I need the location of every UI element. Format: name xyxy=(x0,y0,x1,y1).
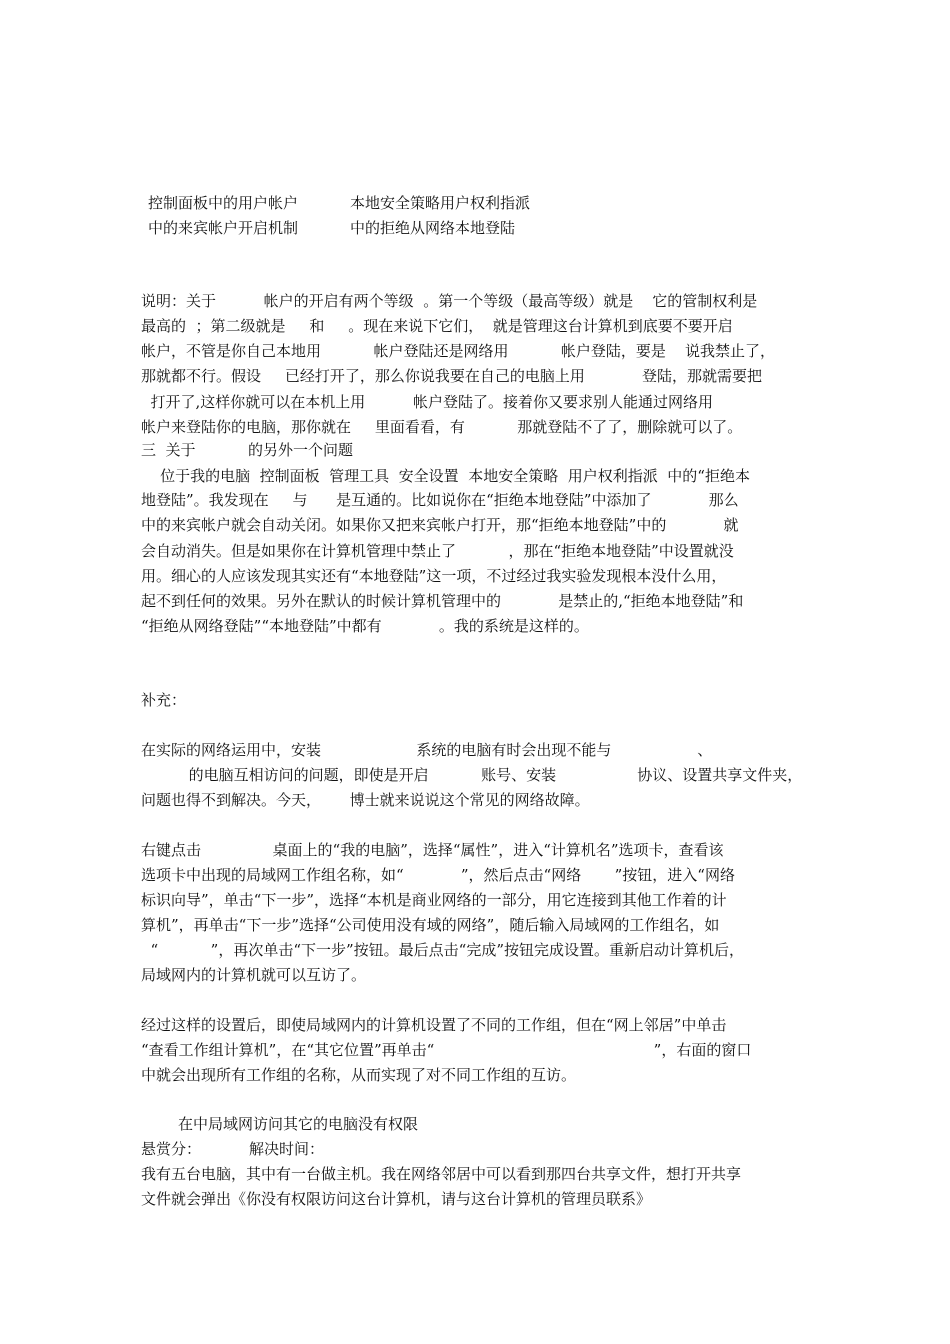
text-line: 在实际的网络运用中，安装 系统的电脑有时会出现不能与 、 xyxy=(141,741,713,759)
text-line: 文件就会弹出《你没有权限访问这台计算机，请与这台计算机的管理员联系》 xyxy=(141,1190,652,1208)
text-line: 算机”，再单击“下一步”选择“公司使用没有域的网络”，随后输入局域网的工作组名，如 xyxy=(141,916,720,934)
text-line: 局域网内的计算机就可以互访了。 xyxy=(141,966,367,984)
text-line: “拒绝从网络登陆”“本地登陆”中都有 。我的系统是这样的。 xyxy=(141,617,589,635)
text-line: 我有五台电脑，其中有一台做主机。我在网络邻居中可以看到那四台共享文件，想打开共享 xyxy=(141,1165,742,1183)
header-col1-line2: 中的来宾帐户开启机制 xyxy=(148,219,299,237)
text-line: 地登陆”。我发现在 与 是互通的。比如说你在“拒绝本地登陆”中添加了 那么 xyxy=(141,491,739,509)
header-col2-line2: 中的拒绝从网络本地登陆 xyxy=(350,219,516,237)
section-heading: 三 关于 的另外一个问题 xyxy=(141,441,353,459)
text-line: 中就会出现所有工作组的名称，从而实现了对不同工作组的互访。 xyxy=(141,1066,577,1084)
reward-label: 悬赏分： xyxy=(141,1140,202,1158)
text-line: “查看工作组计算机”，在“其它位置”再单击“ ”，右面的窗口 xyxy=(141,1041,752,1059)
supplement-title: 补充： xyxy=(141,691,187,709)
text-line: 标识向导”，单击“下一步”，选择“本机是商业网络的一部分，用它连接到其他工作着的计 xyxy=(141,891,727,909)
text-line: 帐户来登陆你的电脑，那你就在 里面看看，有 那就登陆不了了，删除就可以了。 xyxy=(141,418,743,436)
text-line: 的电脑互相访问的问题，即使是开启 账号、安装 协议、设置共享文件夹， xyxy=(141,766,803,784)
text-line: 会自动消失。但是如果你在计算机管理中禁止了 ，那在“拒绝本地登陆”中设置就没 xyxy=(141,542,734,560)
header-col2-line1: 本地安全策略用户权利指派 xyxy=(350,194,531,212)
text-line: 选项卡中出现的局域网工作组名称，如“ ”，然后点击“网络 ”按钮，进入“网络 xyxy=(141,866,735,884)
text-line: “ ”，再次单击“下一步”按钮。最后点击“完成”按钮完成设置。重新启动计算机后， xyxy=(141,941,744,959)
text-line: 用。细心的人应该发现其实还有“本地登陆”这一项，不过经过我实验发现根本没什么用， xyxy=(141,567,727,585)
text-line: 打开了,这样你就可以在本机上用 帐户登陆了。接着你又要求别人能通过网络用 xyxy=(141,393,713,411)
text-line: 右键点击 桌面上的“我的电脑”，选择“属性”，进入“计算机名”选项卡，查看该 xyxy=(141,841,724,859)
text-line: 说明：关于 帐户的开启有两个等级 。第一个等级（最高等级）就是 它的管制权利是 xyxy=(141,292,758,310)
text-line: 最高的 ；第二级就是 和 。现在来说下它们， 就是管理这台计算机到底要不要开启 xyxy=(141,317,733,335)
text-line: 起不到任何的效果。另外在默认的时候计算机管理中的 是禁止的,“拒绝本地登陆”和 xyxy=(141,592,744,610)
question-title: 在中局域网访问其它的电脑没有权限 xyxy=(178,1115,419,1133)
time-label: 解决时间： xyxy=(249,1140,325,1158)
text-line: 那就都不行。假设 已经打开了，那么你说我要在自己的电脑上用 登陆，那就需要把 xyxy=(141,367,763,385)
header-col1-line1: 控制面板中的用户帐户 xyxy=(148,194,299,212)
text-line: 经过这样的设置后，即使局域网内的计算机设置了不同的工作组，但在“网上邻居”中单击 xyxy=(141,1016,727,1034)
text-line: 中的来宾帐户就会自动关闭。如果你又把来宾帐户打开，那“拒绝本地登陆”中的 就 xyxy=(141,516,739,534)
text-line: 问题也得不到解决。今天， 博士就来说说这个常见的网络故障。 xyxy=(141,791,590,809)
text-line: 帐户，不管是你自己本地用 帐户登陆还是网络用 帐户登陆，要是 说我禁止了， xyxy=(141,342,775,360)
text-line: 位于我的电脑 控制面板 管理工具 安全设置 本地安全策略 用户权利指派 中的“拒绝本 xyxy=(141,467,750,485)
